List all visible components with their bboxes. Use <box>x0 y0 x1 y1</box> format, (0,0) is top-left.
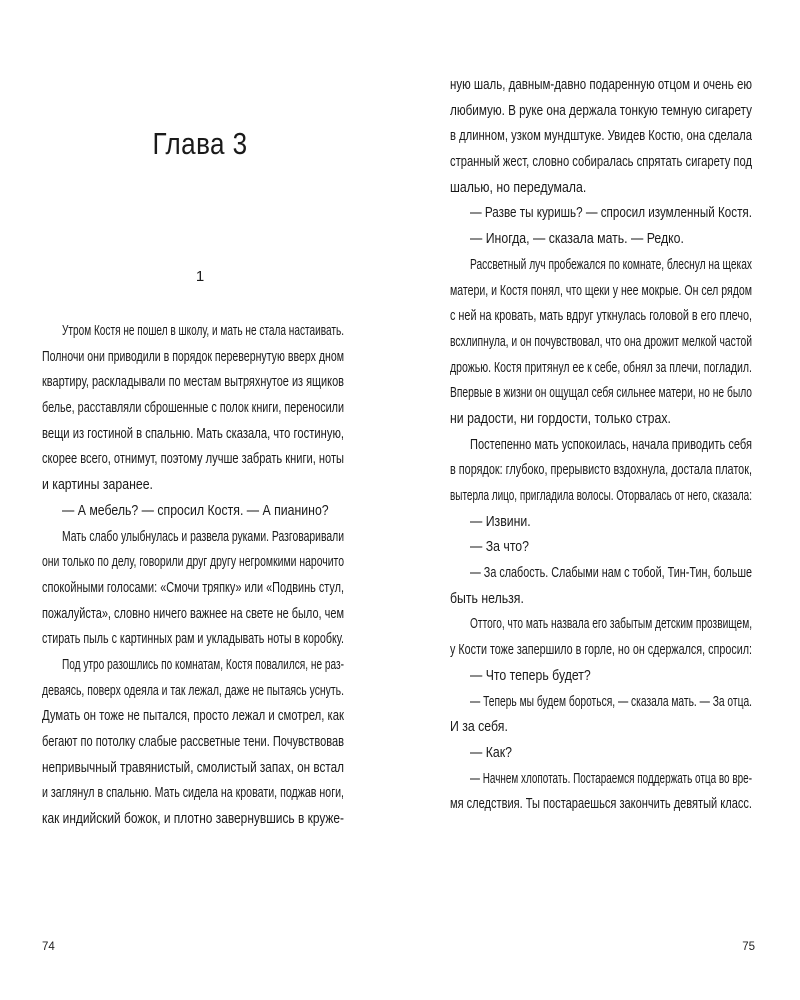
text-line-content: у Кости тоже запершило в горле, но он сдержался, спросил: <box>450 641 753 659</box>
text-line-content: в порядок: глубоко, прерывисто вздохнула, достала платок, <box>450 461 753 479</box>
text-line <box>450 663 752 689</box>
chapter-title: Глава 3 <box>152 126 248 161</box>
text-line <box>450 560 752 586</box>
text-line <box>450 329 752 355</box>
text-line <box>450 791 752 817</box>
text-line <box>42 369 344 395</box>
text-line <box>450 766 752 792</box>
text-line-content: в длинном, узком мундштуке. Увидев Костю, она сделала <box>450 127 752 145</box>
text-line-content: — А мебель? — спросил Костя. — А пианино? <box>62 501 329 519</box>
text-line <box>450 689 752 715</box>
text-line-content: вытерла лицо, пригладила волосы. Оторвалась от него, сказала: <box>450 487 752 504</box>
text-line <box>42 652 344 678</box>
text-line-content: — За что? <box>470 538 530 556</box>
text-line <box>42 703 344 729</box>
text-line-content: — Разве ты куришь? — спросил изумленный Костя. <box>470 204 752 222</box>
text-line <box>450 252 752 278</box>
text-line-content: Рассветный луч пробежался по комнате, блеснул на щеках <box>470 255 752 273</box>
text-line-content: — Начнем хлопотать. Постараемся поддержать отца во вре- <box>470 769 752 787</box>
text-line <box>450 226 752 252</box>
text-line-content: Впервые в жизни он ощущал себя сильнее матери, но не было <box>450 384 753 402</box>
left-page-text <box>42 318 344 832</box>
text-line-content: шалью, но передумала. <box>450 178 587 196</box>
text-line-content: деваясь, поверх одеяла и так лежал, даже не пытаясь уснуть. <box>42 681 345 699</box>
text-line <box>42 729 344 755</box>
text-line <box>450 740 752 766</box>
text-line-content: и картины заранее. <box>42 476 153 494</box>
text-line <box>450 355 752 381</box>
text-line-content: быть нельзя. <box>450 589 524 607</box>
text-line-content: непривычный травянистый, смолистый запах, он встал <box>42 758 345 776</box>
text-line-content: ни радости, ни гордости, только страх. <box>450 409 671 427</box>
text-line-content: они только по делу, говорили друг другу негромкими нарочито <box>42 553 344 571</box>
text-line <box>450 611 752 637</box>
text-line <box>42 575 344 601</box>
text-line <box>42 626 344 652</box>
text-line-content: Мать слабо улыбнулась и развела руками. Разговаривали <box>62 527 345 545</box>
text-line <box>450 175 752 201</box>
text-line <box>450 380 752 406</box>
text-line-content: странный жест, словно собиралась спрятать сигарету под <box>450 153 752 171</box>
text-line <box>450 303 752 329</box>
text-line <box>450 509 752 535</box>
text-line <box>42 780 344 806</box>
text-line-content: ную шаль, давным-давно подаренную отцом и очень ею <box>450 76 752 93</box>
text-line <box>450 200 752 226</box>
page-number-right: 75 <box>742 941 755 953</box>
text-line-content: — Теперь мы будем бороться, — сказала мать. — За отца. <box>470 692 752 710</box>
text-line <box>450 586 752 612</box>
text-line-content: любимую. В руке она держала тонкую темную сигарету <box>450 101 752 119</box>
text-line <box>450 432 752 458</box>
text-line-content: Утром Костя не пошел в школу, и мать не стала настаивать. <box>62 322 345 339</box>
text-line-content: Полночи они приводили в порядок перевернутую вверх дном <box>42 347 345 365</box>
text-line <box>42 524 344 550</box>
text-line-content: и заглянул в спальню. Мать сидела на кровати, поджав ноги, <box>42 784 344 802</box>
text-line <box>42 446 344 472</box>
text-line-content: квартиру, раскладывали по местам вытряхнутое из ящиков <box>42 373 344 391</box>
text-line-content: — Иногда, — сказала мать. — Редко. <box>470 230 684 248</box>
text-line <box>42 601 344 627</box>
text-line <box>450 457 752 483</box>
text-line <box>450 483 752 509</box>
right-page <box>450 0 755 1000</box>
text-line-content: Оттого, что мать назвала его забытым детским прозвищем, <box>470 615 753 633</box>
text-line-content: бегают по потолку слабые рассветные тени. Почувствовав <box>42 733 345 750</box>
text-line-content: — Извини. <box>470 512 531 530</box>
text-line-content: белье, расставляли сброшенные с полок книги, переносили <box>42 399 345 417</box>
text-line <box>450 278 752 304</box>
text-line <box>42 318 344 344</box>
text-line-content: вещи из гостиной в спальню. Мать сказала, что гостиную, <box>42 424 344 442</box>
text-line-content: скорее всего, отнимут, поэтому лучше забрать книги, ноты <box>42 450 345 468</box>
text-line-content: дрожью. Костя притянул ее к себе, обнял за плечи, погладил. <box>450 358 752 376</box>
text-line <box>42 806 344 832</box>
text-line <box>42 472 344 498</box>
right-page-text <box>450 72 752 817</box>
text-line-content: пожалуйста», словно ничего важнее на свете не было, чем <box>42 604 344 622</box>
text-line <box>42 344 344 370</box>
text-line-content: как индийский божок, и плотно завернувшись в круже- <box>42 810 345 828</box>
text-line <box>450 72 752 98</box>
text-line <box>42 395 344 421</box>
text-line <box>450 406 752 432</box>
text-line <box>42 755 344 781</box>
text-line-content: всхлипнула, и он почувствовал, что она дрожит мелкой частой <box>450 332 753 350</box>
text-line-content: — Как? <box>470 743 512 761</box>
text-line <box>42 498 344 524</box>
text-line-content: Под утро разошлись по комнатам, Костя повалился, не раз- <box>62 655 345 673</box>
text-line <box>450 123 752 149</box>
text-line <box>450 714 752 740</box>
section-number: 1 <box>195 268 205 285</box>
text-line-content: Постепенно мать успокоилась, начала приводить себя <box>470 435 752 453</box>
text-line <box>450 149 752 175</box>
left-page <box>42 0 344 1000</box>
text-line-content: спокойными голосами: «Смочи тряпку» или «Подвинь стул, <box>42 578 344 596</box>
text-line-content: И за себя. <box>450 718 508 736</box>
text-line-content: стирать пыль с картинных рам и укладывать ноты в коробку. <box>42 630 345 648</box>
text-line-content: Думать он тоже не пытался, просто лежал и смотрел, как <box>42 707 344 725</box>
text-line-content: мя следствия. Ты постараешься закончить девятый класс. <box>450 795 752 813</box>
page-number-left: 74 <box>42 941 55 953</box>
text-line-content: — За слабость. Слабыми нам с тобой, Тин-Тин, больше <box>470 564 753 582</box>
text-line-content: с ней на кровать, мать вдруг уткнулась головой в его плечо, <box>450 307 753 325</box>
text-line <box>450 637 752 663</box>
text-line <box>42 549 344 575</box>
text-line <box>450 98 752 124</box>
text-line <box>42 678 344 704</box>
text-line-content: — Что теперь будет? <box>470 666 591 684</box>
text-line-content: матери, и Костя понял, что щеки у нее мокрые. Он сел рядом <box>450 281 753 299</box>
text-line <box>42 421 344 447</box>
text-line <box>450 534 752 560</box>
